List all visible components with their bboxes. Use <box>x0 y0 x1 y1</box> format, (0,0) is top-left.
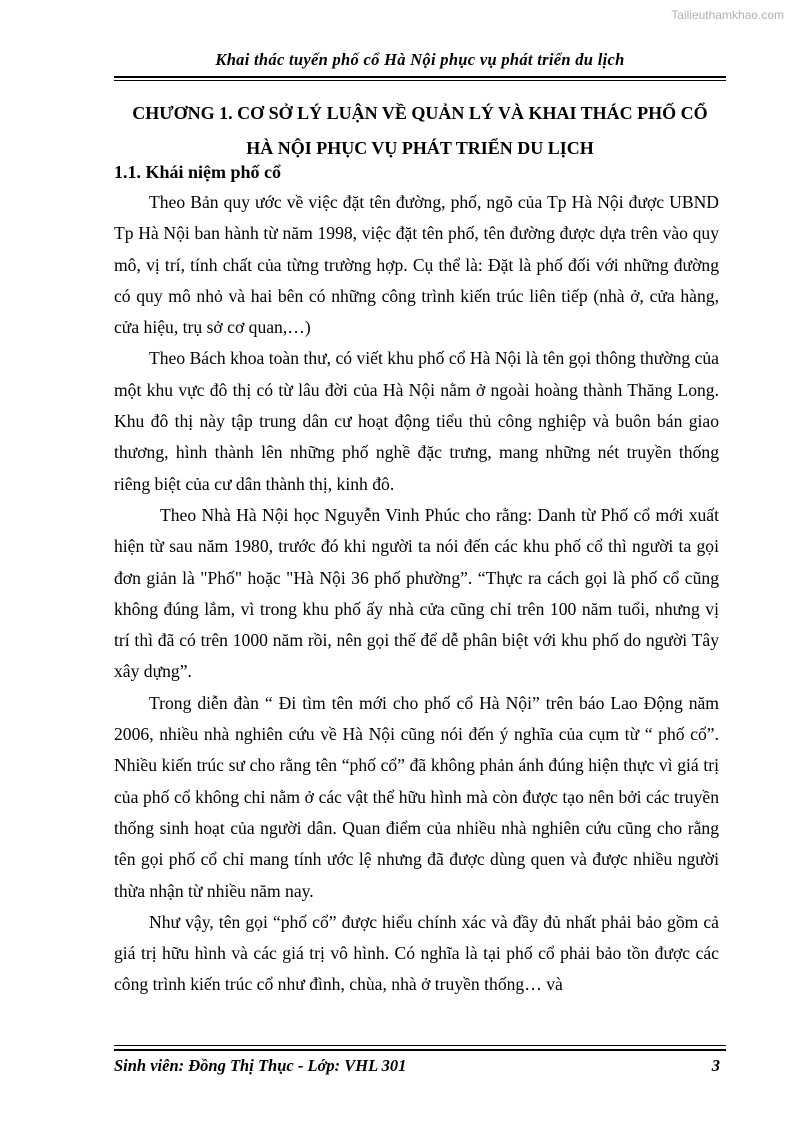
paragraph: Theo Bản quy ước về việc đặt tên đường, phố, ngõ của Tp Hà Nội được UBND Tp Hà Nội ban hành từ năm 1998, việc đặt tên phố, tên đường được dựa trên vào quy mô, vị trí, tính chất của từng trường hợp. Cụ thể là: Đặt là phố đối với những đường có quy mô nhỏ và hai bên có những công trình kiến trúc liên tiếp (nhà ở, cửa hàng, cửa hiệu, trụ sở cơ quan,…) <box>114 192 719 338</box>
footer-rule-thick <box>114 1049 726 1051</box>
footer-student-info: Sinh viên: Đồng Thị Thục - Lớp: VHL 301 <box>114 1056 407 1075</box>
chapter-heading-line-1: CHƯƠNG 1. CƠ SỞ LÝ LUẬN VỀ QUẢN LÝ VÀ KHAI THÁC PHỐ CỔ <box>132 103 708 123</box>
paragraph: Theo Bách khoa toàn thư, có viết khu phố cổ Hà Nội là tên gọi thông thường của một khu vực đô thị có từ lâu đời của Hà Nội nằm ở ngoài hoàng thành Thăng Long. Khu đô thị này tập trung dân cư hoạt động tiểu thủ công nghiệp và buôn bán giao thương, hình thành lên những phố nghề đặc trưng, mang những nét truyền thống riêng biệt của cư dân thành thị, kinh đô. <box>114 348 719 494</box>
paragraph: Trong diễn đàn “ Đi tìm tên mới cho phố cổ Hà Nội” trên báo Lao Động năm 2006, nhiều nhà nghiên cứu về Hà Nội cũng nói đến ý nghĩa của cụm từ “ phố cổ”. Nhiều kiến trúc sư cho rằng tên “phố cổ” đã không phản ánh đúng hiện thực vì giá trị của phố cổ không chỉ nằm ở các vật thể hữu hình mà còn được tạo nên bởi các truyền thống sinh hoạt của người dân. Quan điểm của nhiều nhà nghiên cứu cũng cho rằng tên gọi phố cổ chỉ mang tính ước lệ nhưng đã được dùng quen và được nhiều người thừa nhận từ nhiều năm nay. <box>114 692 719 901</box>
header-rule-thin <box>114 80 726 81</box>
paragraph: Như vậy, tên gọi “phố cổ” được hiểu chính xác và đầy đủ nhất phải bảo gồm cả giá trị hữu hình và các giá trị vô hình. Có nghĩa là tại phố cổ phải bảo tồn được các công trình kiến trúc cổ như đình, chùa, nhà ở truyền thống… và <box>114 911 719 995</box>
header-rule-thick <box>114 76 726 78</box>
section-heading: 1.1. Khái niệm phố cổ <box>114 162 282 182</box>
page-number: 3 <box>711 1056 720 1075</box>
running-header: Khai thác tuyến phố cổ Hà Nội phục vụ phát triển du lịch <box>215 50 625 69</box>
chapter-heading-line-2: HÀ NỘI PHỤC VỤ PHÁT TRIỂN DU LỊCH <box>246 138 594 158</box>
body-text <box>114 187 719 1001</box>
paragraph: Theo Nhà Hà Nội học Nguyễn Vinh Phúc cho rằng: Danh từ Phố cổ mới xuất hiện từ sau năm 1980, trước đó khi người ta nói đến các khu phố cổ thì người ta gọi đơn giản là "Phố" hoặc "Hà Nội 36 phố phường”. “Thực ra cách gọi là phố cổ cũng không đúng lắm, vì trong khu phố ấy nhà cửa cũng chỉ trên 100 năm tuổi, nhưng vị trí thì đã có trên 1000 năm rồi, nên gọi thế để dễ phân biệt với khu phố do người Tây xây dựng”. <box>114 504 719 682</box>
watermark-text: Tailieuthamkhao.com <box>671 8 784 22</box>
footer-rule-thin <box>114 1045 726 1046</box>
chapter-heading <box>114 96 726 166</box>
